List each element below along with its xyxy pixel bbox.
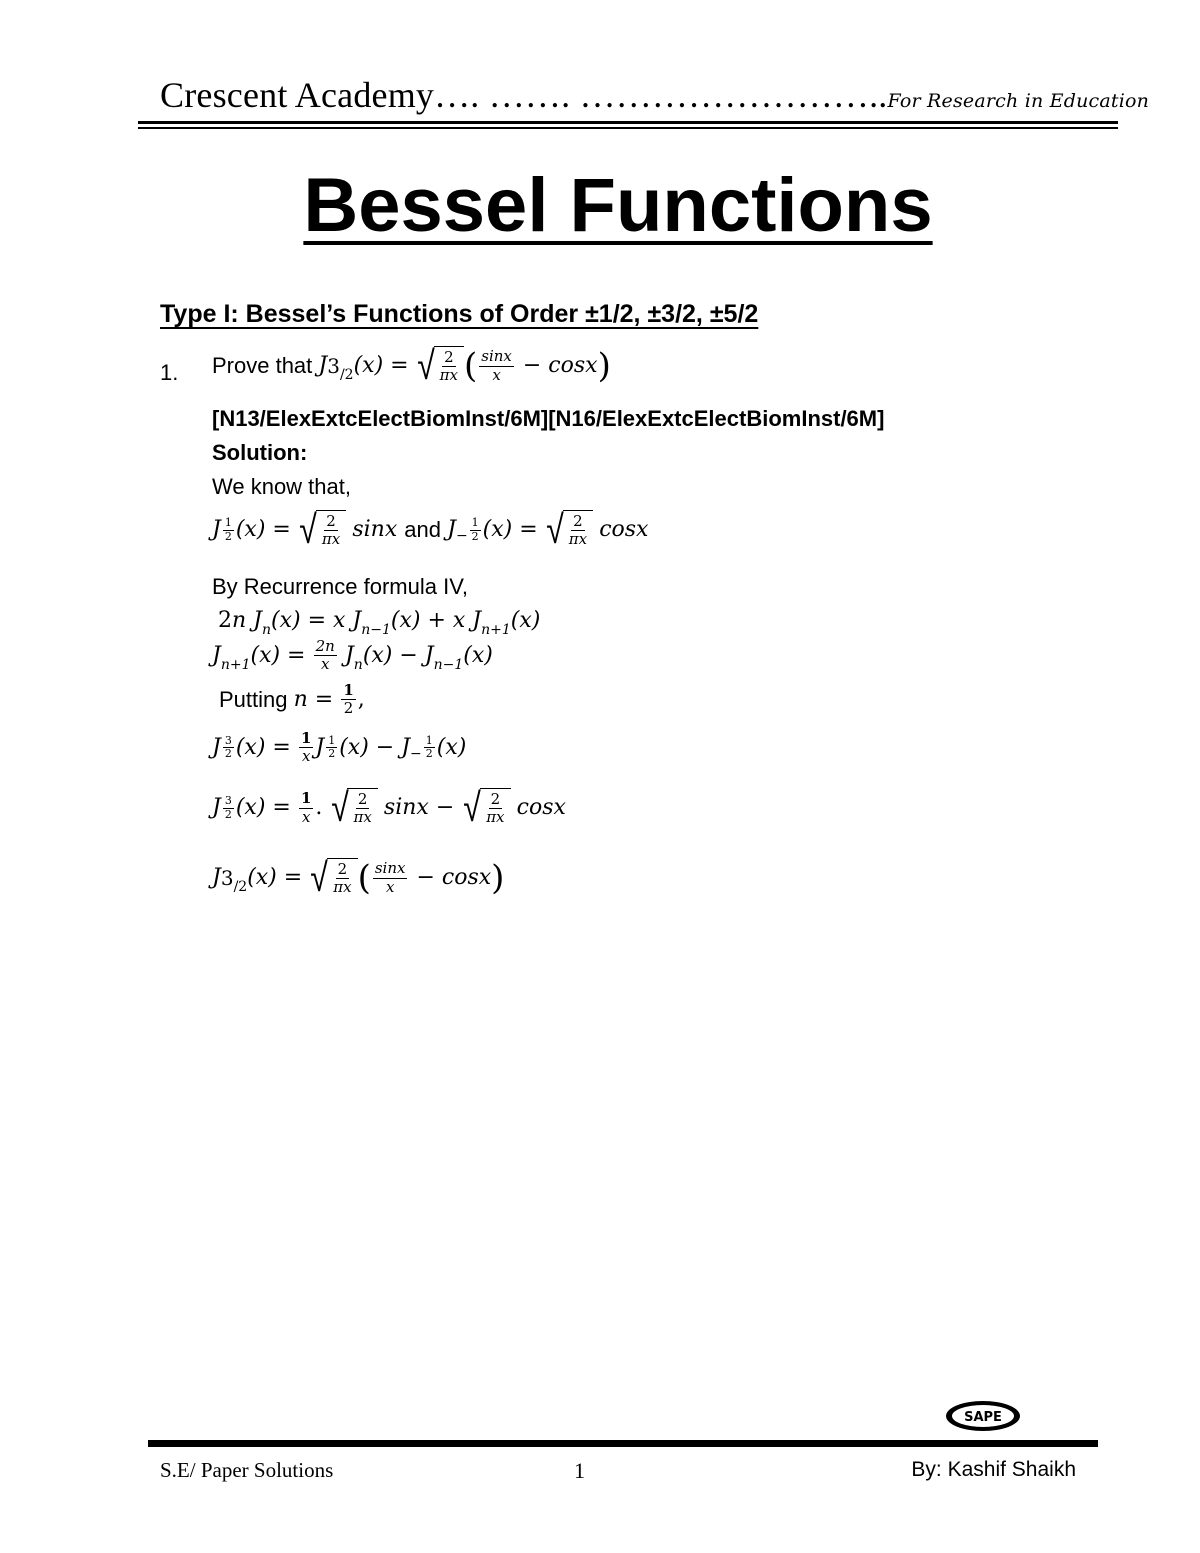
footer-author: By: Kashif Shaikh <box>911 1458 1076 1481</box>
equation-recurrence-rearranged: $J_{n+1}(x)$ = $\frac{2n}{x}$ $J_n(x) - J_{n-1}(x)$ <box>212 637 493 674</box>
section-heading: Type I: Bessel’s Functions of Order ±1/2, ±3/2, ±5/2 <box>160 300 759 328</box>
header-rule-thick <box>138 121 1118 124</box>
and-word: and <box>404 517 441 542</box>
putting-line: Putting n = $\frac{1}{2}$ , <box>219 681 365 718</box>
header-dots: …. ……. …………………….. <box>434 75 888 115</box>
equation-step-2: J $\frac{3}{2}$ (x) = $\frac{1}{x}$ . √ $\frac{2}{\pi x}$ sinx − √ $\frac{2}{\pi x}$ cosx <box>212 786 566 830</box>
we-know-text: We know that, <box>212 474 351 499</box>
equation-step-1: J $\frac{3}{2}$ (x) = $\frac{1}{x}$ J $\frac{1}{2}$ $(x) - J_-$ $\frac{1}{2}$ (x) <box>212 729 467 766</box>
solution-label: Solution: <box>212 440 308 465</box>
header-brand: Crescent Academy <box>160 75 435 115</box>
header-tagline: For Research in Education <box>887 90 1150 112</box>
footer-left-text: S.E/ Paper Solutions <box>160 1458 334 1482</box>
equation-known-values: J $\frac{1}{2}$ (x) = √ $\frac{2}{\pi x}$ sinx and $J_-$ $\frac{1}{2}$ (x) = √ $\frac{2}{\pi x}$ cosx <box>212 508 649 552</box>
sape-logo <box>944 1399 1022 1433</box>
equation-recurrence: 2n $J_n(x) = x$ $J_{n-1}(x) + x$ $J_{n+1}(x)$ <box>218 608 541 638</box>
page-number: 1 <box>574 1458 585 1483</box>
header-brand-line <box>160 74 1149 116</box>
problem-statement: Prove that $J3_{/2}(x)$ = √ $\frac{2}{\pi x}$ ( $\frac{\sin x}{x}$ − cosx) <box>212 344 611 388</box>
putting-label: Putting <box>219 686 288 712</box>
reference-tag: [N13/ElexExtcElectBiomInst/6M][N16/ElexExtcElectBiomInst/6M] <box>212 406 885 431</box>
header-rule-thin <box>138 127 1118 129</box>
prove-that-label: Prove that <box>212 353 313 378</box>
footer-rule <box>148 1440 1098 1447</box>
logo-text: SAPE <box>964 1410 1002 1425</box>
recurrence-text: By Recurrence formula IV, <box>212 574 468 599</box>
equation-result: $J3_{/2}(x)$ = √ $\frac{2}{\pi x}$ ( $\frac{\sin x}{x}$ − cosx) <box>212 856 505 900</box>
problem-number: 1. <box>160 360 179 385</box>
page-title: Bessel Functions <box>303 163 933 248</box>
